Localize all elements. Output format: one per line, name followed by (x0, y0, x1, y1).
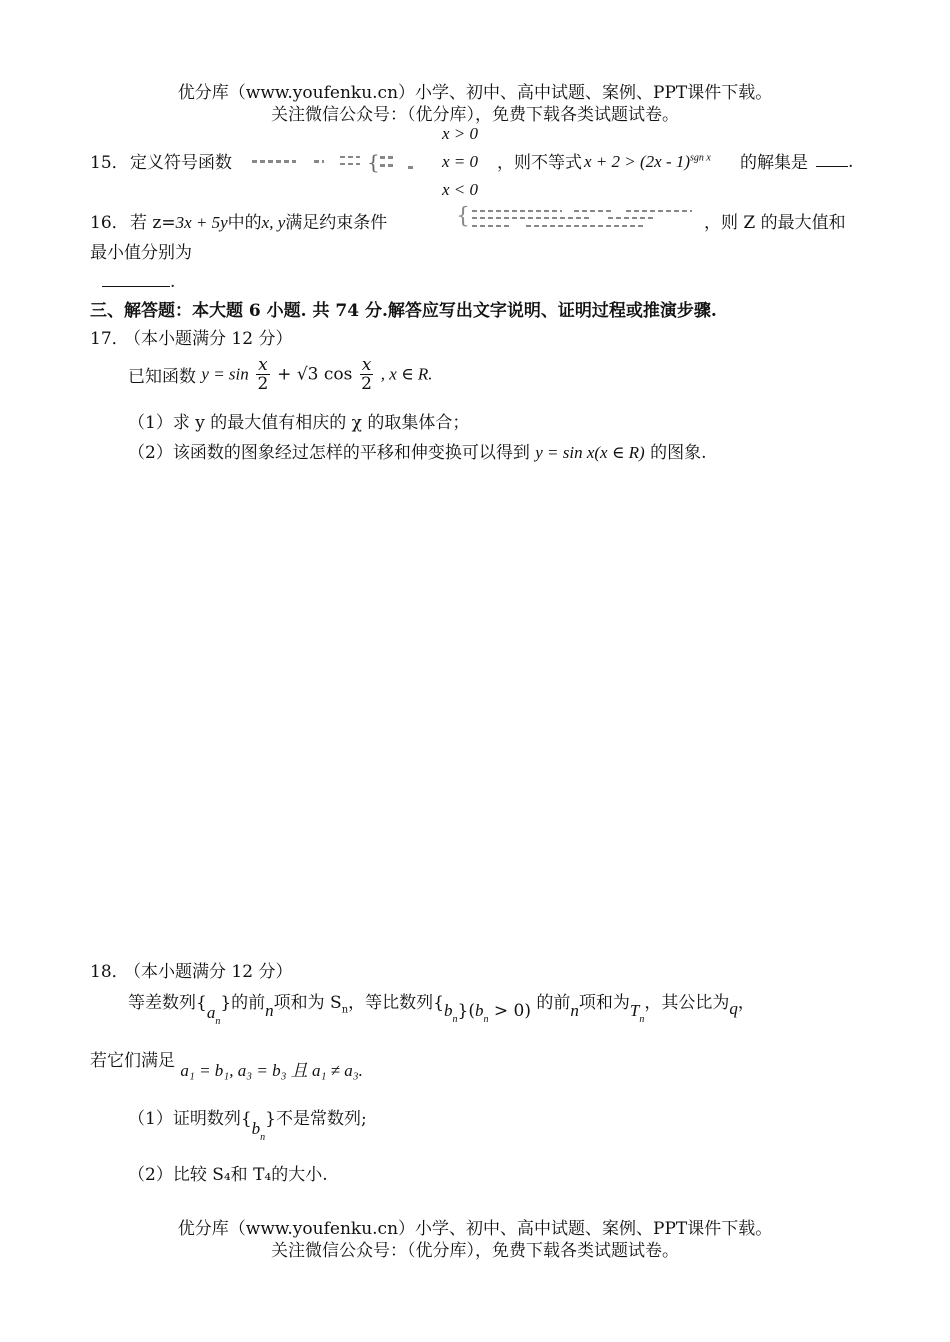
section-title: 三、解答题：本大题 6 小题. 共 74 分.解答应写出文字说明、证明过程或推演步骤. (90, 301, 717, 321)
sgn-case-1: x > 0 (442, 124, 479, 143)
sgn-case-2: x = 0 (442, 152, 479, 171)
header-line-2: 关注微信公众号：（优分库），免费下载各类试题试卷。 (271, 105, 679, 125)
condition-line: 若它们满足 a₁ = b₁, a₃ = b₃ 且 a₁ ≠ a₃. (90, 1051, 363, 1080)
question-text-line-2: 最小值分别为 (90, 243, 192, 263)
sub-question-2: （2）该函数的图象经过怎样的平移和伸变换可以得到 y = sin x(x ∈ R) 的图象. (128, 443, 707, 463)
score-note: （本小题满分 12 分） (124, 962, 293, 982)
question-text: 定义符号函数 (130, 153, 232, 173)
function-definition: 已知函数 y = sin $\frac{x}{2}$ + √3 cos $\frac{x}{2}$ , x ∈ R. (128, 355, 433, 394)
question-text: 若 z=3x + 5y中的x, y满足约束条件 (130, 213, 388, 233)
question-text: ，则不等式 (497, 153, 582, 173)
header-line-1: 优分库（www.youfenku.cn）小学、初中、高中试题、案例、PPT课件下载。 (177, 83, 773, 103)
sequence-definition: 等差数列$\{a_n\}$的前n项和为 $S_n$，等比数列$\{b_n\}(b_n > 0)$ 的前n项和为$T_n$，其公比为q， (128, 993, 755, 1028)
sub-question-2: （2）比较 S₄和 T₄的大小. (128, 1165, 328, 1185)
score-note: （本小题满分 12 分） (124, 329, 293, 349)
answer-blank: . (816, 148, 853, 172)
question-number: 16． (90, 213, 129, 233)
sub-question-1: （1）证明数列$\{b_n\}$不是常数列; (128, 1109, 367, 1144)
inequality: x + 2 > (2x - 1)$^{sgn x}$ (584, 152, 711, 171)
question-number: 15． (90, 153, 129, 173)
blurred-constraint-image: { (456, 206, 700, 232)
sub-question-1: （1）求 y 的最大值有相庆的 χ 的取集体合； (128, 413, 470, 433)
footer-line-2: 关注微信公众号：（优分库），免费下载各类试题试卷。 (271, 1241, 679, 1261)
footer-line-1: 优分库（www.youfenku.cn）小学、初中、高中试题、案例、PPT课件下载。 (177, 1219, 773, 1239)
question-text: 的解集是 (740, 153, 808, 173)
sgn-case-3: x < 0 (442, 180, 479, 199)
question-number: 18． (90, 962, 129, 982)
answer-blank: . (102, 268, 175, 292)
question-number: 17． (90, 329, 129, 349)
blurred-formula-image: { (252, 150, 422, 172)
question-text: ，则 Z 的最大值和 (704, 213, 846, 233)
